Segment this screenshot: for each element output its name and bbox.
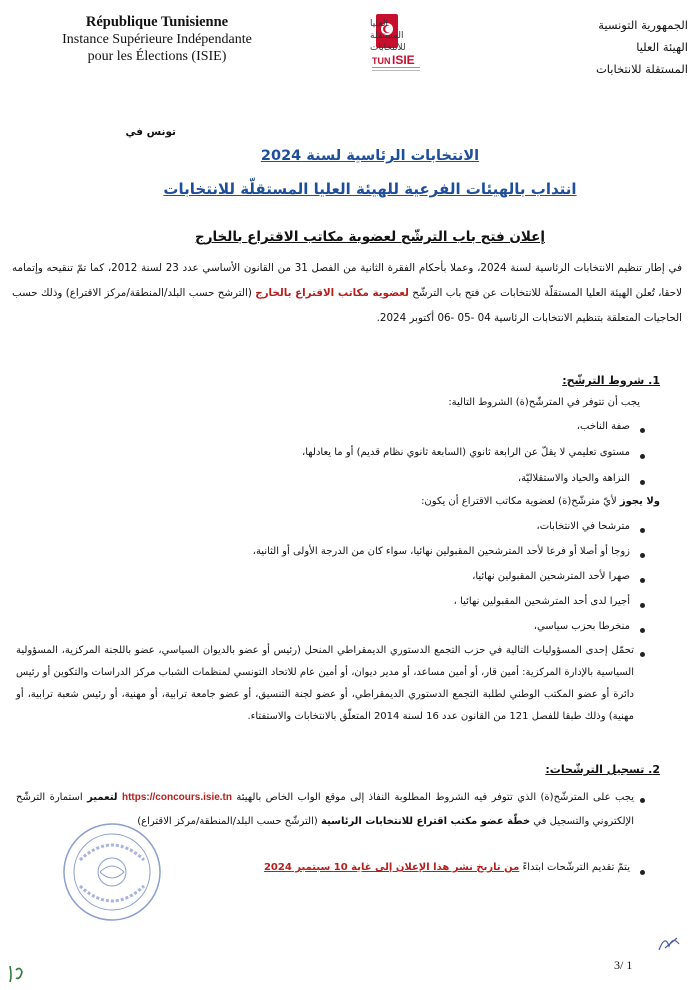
exclusion-lead-rest: لأيّ مترشّح(ة) لعضوية مكاتب الاقتراع أن يكون:	[421, 496, 617, 507]
bullet-icon	[640, 480, 645, 485]
bullet-icon	[640, 603, 645, 608]
exclusion-item: مترشحا في الانتخابات،	[536, 521, 630, 532]
exclusion-item: منخرطا بحزب سياسي،	[533, 621, 630, 632]
deadline-item	[264, 862, 630, 873]
bullet-icon	[640, 652, 645, 657]
condition-item: مستوى تعليمي لا يقلّ عن الرابعة ثانوي (السابعة ثانوي نظام قديم) أو ما يعادلها،	[302, 447, 630, 458]
intro-part1: في إطار تنظيم الانتخابات الرئاسية لسنة 2024، وعملا بأحكام الفقرة الثانية من الفصل 31 من القانون الأساسي عدد 23 لسنة 2012، كما تمّ تنقيحه وإتمامه لاحقا، تُعلن الهيئة العليا المستقلّة للانتخابات عن فتح باب الترشّح	[12, 262, 683, 299]
official-stamp	[60, 820, 164, 924]
svg-text:TUN: TUN	[372, 56, 391, 66]
title-recruitment: انتداب بالهيئات الفرعية للهيئة العليا المستقلّة للانتخابات	[163, 180, 577, 198]
title-announcement: إعلان فتح باب الترشّح لعضوية مكاتب الاقتراع بالخارج	[194, 229, 546, 245]
header-ar-line3: المستقلة للانتخابات	[595, 62, 688, 76]
stamp-icon	[60, 820, 164, 924]
intro-paragraph	[12, 256, 682, 331]
exclusion-item: أجيرا لدى أحد المترشحين المقبولين نهائيا ،	[453, 596, 630, 607]
section1-lead: يجب أن تتوفر في المترشّح(ة) الشروط التالية:	[448, 397, 640, 408]
rcd-exclusion-item: تحمّل إحدى المسؤوليات التالية في حزب التجمع الدستوري الديمقراطي المنحل (رئيس أو عضو بالديوان السياسي، عضو باللجنة المركزية، المسؤولية السياسية بالإدارة المركزية: أمين قار، أو أمين مساعد، أو مدير ديوان، أو أمين عام للاتحاد التونسي لمنظمات الشباب مركز الدراسات والتكوين أو رئيس دائرة أو عضو المكتب الوطني لطلبة التجمع الدستوري الديمقراطي، أو عضو لجنة التنسيق، أو عضو جامعة ترابية، أو مهنية، أو رئيس شعبة ترابية، أو مهنية) وذلك طبقا للفصل 121 من القانون عدد 16 لسنة 2014 المتعلّق بالانتخابات والاستفتاء.	[16, 645, 634, 722]
section2-title: 2. تسجيل الترشّحات:	[545, 763, 660, 776]
header-ar-line1: الجمهورية التونسية	[598, 18, 688, 32]
bullet-icon	[640, 553, 645, 558]
header-ar-line2: الهيئة العليا	[636, 40, 688, 54]
isie-logo-icon	[306, 12, 436, 74]
exclusion-lead	[421, 496, 660, 507]
bullet-icon	[640, 870, 645, 875]
intro-part2: (الترشح حسب البلد/المنطقة/مركز الاقتراع) وذلك حسب الحاجيات المتعلقة بتنظيم الانتخابات الرئاسية 04 -05 -06 أكتوبر 2024.	[12, 287, 682, 324]
condition-item: صفة الناخب،	[576, 421, 630, 432]
registration-part3: (الترشّح حسب البلد/المنطقة/مركز الاقتراع)	[137, 816, 318, 827]
registration-link[interactable]: https://concours.isie.tn	[121, 792, 232, 803]
header-arabic	[548, 14, 688, 80]
bullet-icon	[640, 528, 645, 533]
signature-icon	[655, 930, 685, 955]
registration-part2: استمارة الترشّح الإلكتروني والتسجيل في	[16, 792, 634, 827]
bullet-icon	[640, 578, 645, 583]
svg-text:ISIE: ISIE	[392, 53, 415, 67]
svg-text:للانتخابات: للانتخابات	[370, 43, 406, 53]
bullet-icon	[640, 428, 645, 433]
svg-text:المستقلة: المستقلة	[370, 31, 404, 41]
header-fr-line1: République Tunisienne	[85, 14, 229, 30]
initials-icon	[6, 962, 36, 984]
registration-bold2: خطّة عضو مكتب اقتراع للانتخابات الرئاسية	[320, 816, 531, 827]
deadline-part1: يتمّ تقديم الترشّحات ابتداءً	[522, 862, 630, 873]
handwritten-initials	[6, 962, 36, 984]
title-elections: الانتخابات الرئاسية لسنة 2024	[260, 148, 480, 164]
section1-title: 1. شروط الترشّح:	[562, 374, 660, 387]
header-fr-line2: Instance Supérieure Indépendante	[62, 32, 252, 47]
header-french	[52, 14, 262, 65]
page-number: 3/ 1	[614, 958, 633, 972]
signature-mark	[655, 930, 685, 955]
exclusion-lead-bold: ولا يجوز	[619, 496, 660, 507]
svg-text:العليا: العليا	[370, 19, 389, 29]
bullet-icon	[640, 454, 645, 459]
date-line: تونس في	[125, 126, 176, 138]
header-fr-line3: pour les Élections (ISIE)	[87, 49, 227, 64]
isie-logo	[306, 12, 436, 74]
exclusion-item: صهرا لأحد المترشحين المقبولين نهائيا،	[472, 571, 630, 582]
condition-item: النزاهة والحياد والاستقلاليّة،	[517, 473, 630, 484]
exclusion-item: زوجا أو أصلا أو فرعا لأحد المترشحين المقبولين نهائيا، سواء كان من الدرجة الأولى أو الثانية،	[252, 546, 630, 557]
registration-part1: يجب على المترشّح(ة) الذي تتوفر فيه الشروط المطلوبة النفاذ إلى موقع الواب الخاص بالهيئة	[236, 792, 635, 803]
deadline-date: من تاريخ نشر هذا الإعلان إلى غاية 10 سبتمبر 2024	[263, 862, 520, 873]
bullet-icon	[640, 628, 645, 633]
registration-bold1: لتعمير	[87, 792, 118, 803]
intro-red: لعضوية مكاتب الاقتراع بالخارج	[255, 287, 409, 299]
bullet-icon	[640, 798, 645, 803]
